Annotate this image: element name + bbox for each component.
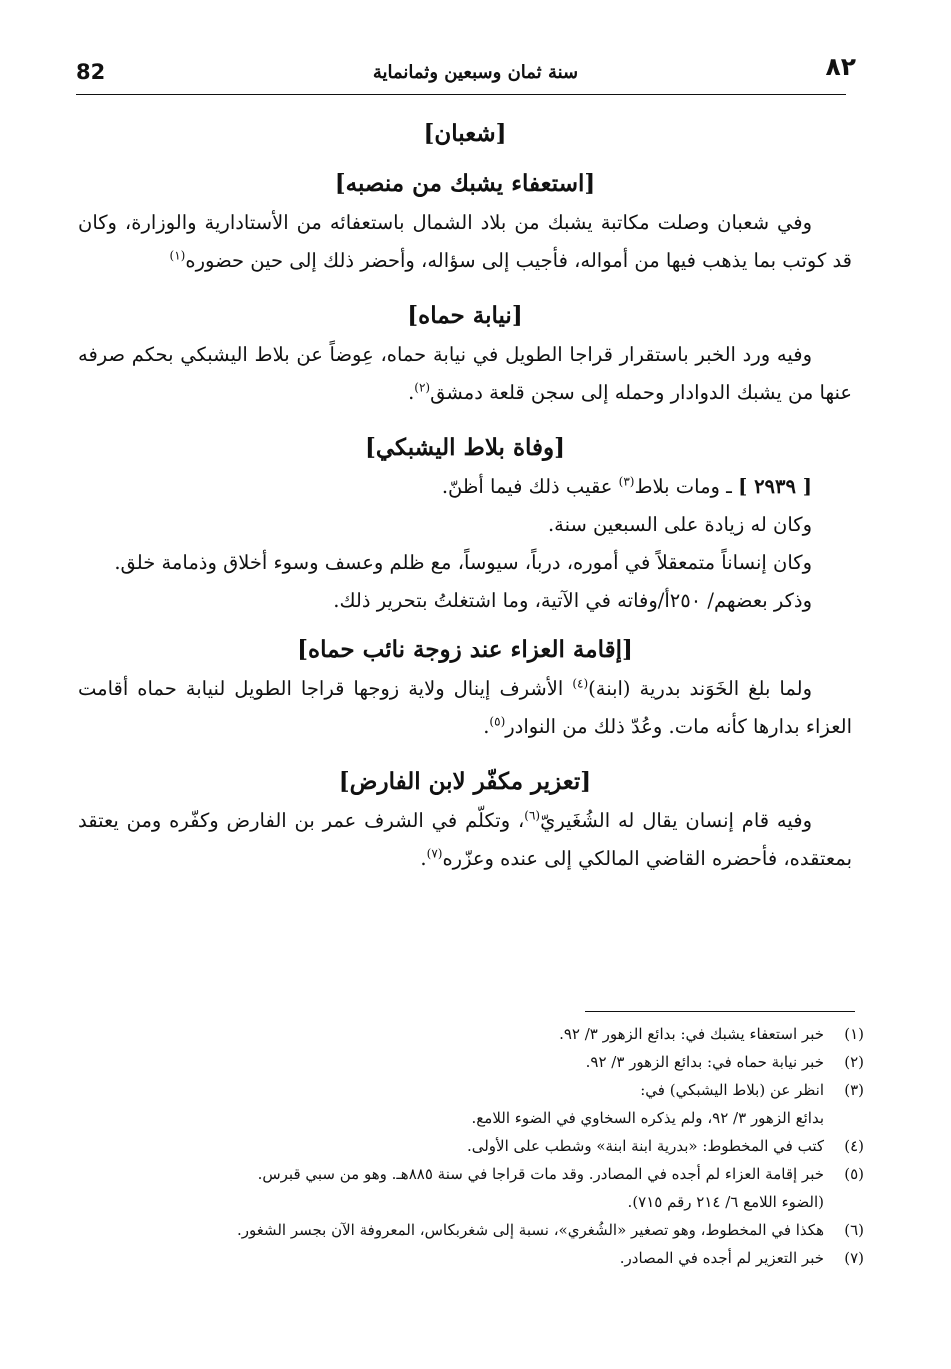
footnote-ref: (٧) <box>426 846 443 861</box>
running-title: سنة ثمان وسبعين وثمانماية <box>372 62 579 83</box>
page-number-arabic: ٨٢ <box>825 52 856 81</box>
footnote-continuation: (الضوء اللامع ٦/ ٢١٤ رقم ٧١٥). <box>627 1193 824 1211</box>
paragraph-mourning: ولما بلغ الخَوَند بدرية (ابنة)$^{(٤)}$ الأشرف إينال ولاية زوجها قراجا الطويل لنيابة حماه أقامت العزاء بدارها كأنه مات. وعُدّ ذلك من النوادر$^{(٥)}$. <box>78 676 852 738</box>
section-heading-hama-governorship: [نيابة حماه] <box>407 302 523 329</box>
paragraph-bilat-death-note: وذكر بعضهم/ ٢٥٠أ/وفاته في الآتية، وما اشتغلتُ بتحرير ذلك. <box>333 589 812 612</box>
paragraph-bilat-age: وكان له زيادة على السبعين سنة. <box>547 513 812 536</box>
footnote-rule <box>585 1011 855 1012</box>
footnote-item <box>96 1216 864 1244</box>
footnote-item <box>96 1048 864 1076</box>
footnote-text: خبر استعفاء يشبك في: بدائع الزهور ٣/ ٩٢. <box>559 1025 824 1043</box>
entry-number: [ ٢٩٣٩ ] <box>738 475 812 498</box>
footnote-ref: (٤) <box>572 676 589 691</box>
footnote-text: خبر إقامة العزاء لم أجده في المصادر. وقد مات قراجا في سنة ٨٨٥هـ. وهو من سبي قبرس. <box>257 1165 824 1183</box>
section-heading-ibn-al-farid: [تعزير مكفّر لابن الفارض] <box>338 768 592 795</box>
footnote-number: (٣) <box>844 1081 864 1099</box>
footnote-number: (٦) <box>844 1221 864 1239</box>
footnote-item <box>96 1244 864 1272</box>
footnote-text: كتب في المخطوط: «بدرية ابنة ابنة» وشطب على الأولى. <box>466 1137 824 1155</box>
footnote-number: (٥) <box>844 1165 864 1183</box>
paragraph-ibn-al-farid: وفيه قام إنسان يقال له الشُغَيريّ$^{(٦)}$، وتكلّم في الشرف عمر بن الفارض وكفّره ومن يعتقد بمعتقده، فأحضره القاضي المالكي إلى عنده وعزّره$^{(٧)}$. <box>78 808 852 870</box>
footnote-number: (٧) <box>844 1249 864 1267</box>
section-heading-shaban: [شعبان] <box>423 120 507 147</box>
footnote-ref: (١) <box>169 248 186 263</box>
footnote-ref: (٦) <box>524 808 541 823</box>
paragraph-yashbak-resignation: وفي شعبان وصلت مكاتبة يشبك من بلاد الشمال باستعفائه من الأستادارية والوزارة، وكان قد كوتب بما يذهب فيها من أمواله، فأجيب إلى سؤاله، وأحضر ذلك إلى حين حضوره$^{(١)}$ <box>78 211 852 272</box>
footnote-text: هكذا في المخطوط، وهو تصغير «الشُغري»، نسبة إلى شغربكاس، المعروفة الآن بجسر الشغور. <box>236 1221 824 1239</box>
header-rule <box>76 94 846 95</box>
section-heading-yashbak-resignation: [استعفاء يشبك من منصبه] <box>334 170 596 197</box>
footnote-item <box>96 1020 864 1048</box>
footnote-text: انظر عن (بلاط اليشبكي) في: <box>640 1081 824 1099</box>
page-number-latin: 82 <box>76 60 106 84</box>
footnote-text: خبر نيابة حماه في: بدائع الزهور ٣/ ٩٢. <box>585 1053 824 1071</box>
footnote-item <box>96 1160 864 1188</box>
footnote-item <box>96 1132 864 1160</box>
footnote-number: (٤) <box>844 1137 864 1155</box>
section-heading-death-of-bilat: [وفاة بلاط اليشبكي] <box>364 434 565 461</box>
main-text <box>78 112 852 878</box>
section-heading-mourning: [إقامة العزاء عند زوجة نائب حماه] <box>297 636 633 663</box>
footnote-item <box>96 1076 864 1104</box>
footnote-text: خبر التعزير لم أجده في المصادر. <box>619 1249 824 1267</box>
footnote-ref: (٢) <box>414 380 431 395</box>
entry-line-2939: [ ٢٩٣٩ ] ـ ومات بلاط$^{(٣)}$ عقيب ذلك فيما أظنّ. <box>441 474 812 498</box>
footnote-ref: (٣) <box>618 474 635 489</box>
footnote-number: (٢) <box>844 1053 864 1071</box>
footnote-number: (١) <box>844 1025 864 1043</box>
footnote-ref: (٥) <box>489 714 506 729</box>
footnotes <box>96 1020 864 1272</box>
paragraph-bilat-character: وكان إنساناً متمعقلاً في أموره، درباً، سيوساً، مع ظلم وعسف وسوء أخلاق وذمامة خلق. <box>114 551 812 574</box>
footnote-continuation: بدائع الزهور ٣/ ٩٢، ولم يذكره السخاوي في الضوء اللامع. <box>471 1109 824 1127</box>
paragraph-hama-governorship: وفيه ورد الخبر باستقرار قراجا الطويل في نيابة حماه، عِوضاً عن بلاط اليشبكي بحكم صرفه عنها من يشبك الدوادار وحمله إلى سجن قلعة دمشق$^{(٢)}$. <box>78 343 852 404</box>
